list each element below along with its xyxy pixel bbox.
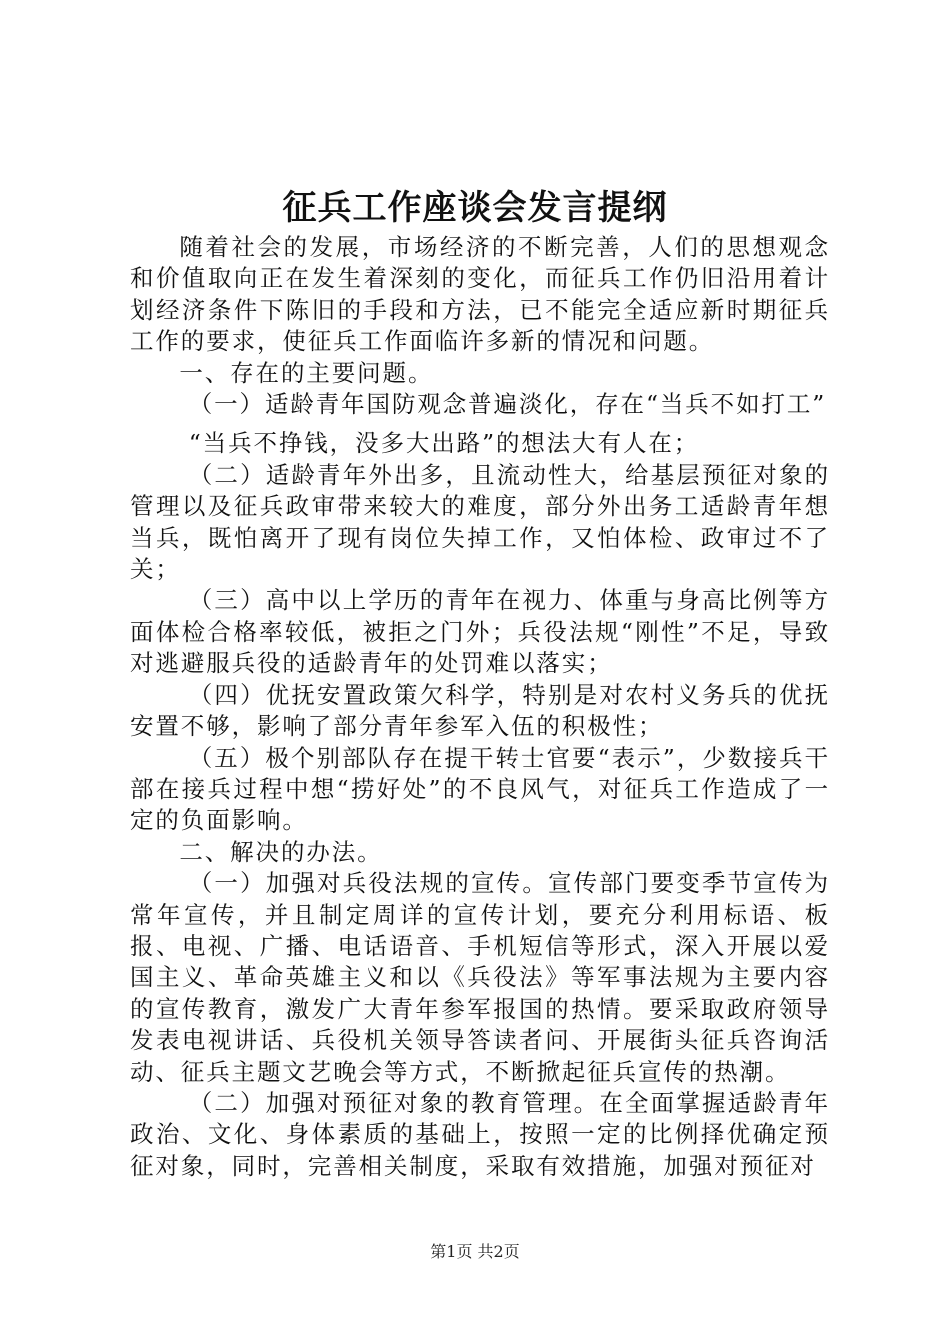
problem-paragraph-4: （四）优抚安置政策欠科学，特别是对农村义务兵的优抚安置不够，影响了部分青年参军入伍的积极性； [130, 680, 830, 741]
solution-paragraph-1: （一）加强对兵役法规的宣传。宣传部门要变季节宣传为常年宣传，并且制定周详的宣传计划，要充分利用标语、板报、电视、广播、电话语音、手机短信等形式，深入开展以爱国主义、革命英雄主义和以《兵役法》等军事法规为主要内容的宣传教育，激发广大青年参军报国的热情。要采取政府领导发表电视讲话、兵役机关领导答读者问、开展街头征兵咨询活动、征兵主题文艺晚会等方式，不断掀起征兵宣传的热潮。 [130, 869, 830, 1086]
problem-paragraph-1-continued: “当兵不挣钱，没多大出路”的想法大有人在； [188, 429, 700, 458]
section-heading-solutions: 二、解决的办法。 [179, 837, 383, 866]
section-heading-problems: 一、存在的主要问题。 [179, 358, 434, 387]
intro-paragraph: 随着社会的发展，市场经济的不断完善，人们的思想观念和价值取向正在发生着深刻的变化，而征兵工作仍旧沿用着计划经济条件下陈旧的手段和方法，已不能完全适应新时期征兵工作的要求，使征兵工作面临许多新的情况和问题。 [130, 233, 830, 356]
problem-paragraph-2: （二）适龄青年外出多，且流动性大，给基层预征对象的管理以及征兵政审带来较大的难度，部分外出务工适龄青年想当兵，既怕离开了现有岗位失掉工作，又怕体检、政审过不了关； [130, 460, 830, 584]
page-footer: 第1页 共2页 [430, 1242, 520, 1261]
problem-paragraph-3: （三）高中以上学历的青年在视力、体重与身高比例等方面体检合格率较低，被拒之门外；兵役法规“刚性”不足，导致对逃避服兵役的适龄青年的处罚难以落实； [130, 586, 830, 678]
document-title: 征兵工作座谈会发言提纲 [282, 188, 668, 228]
document-body [130, 232, 830, 1182]
solution-paragraph-2: （二）加强对预征对象的教育管理。在全面掌握适龄青年政治、文化、身体素质的基础上，按照一定的比例择优确定预征对象，同时，完善相关制度，采取有效措施，加强对预征对 [130, 1088, 830, 1180]
problem-paragraph-1: （一）适龄青年国防观念普遍淡化，存在“当兵不如打工” [188, 390, 827, 419]
problem-paragraph-5: （五）极个别部队存在提干转士官要“表示”，少数接兵干部在接兵过程中想“捞好处”的不良风气，对征兵工作造成了一定的负面影响。 [130, 743, 830, 835]
